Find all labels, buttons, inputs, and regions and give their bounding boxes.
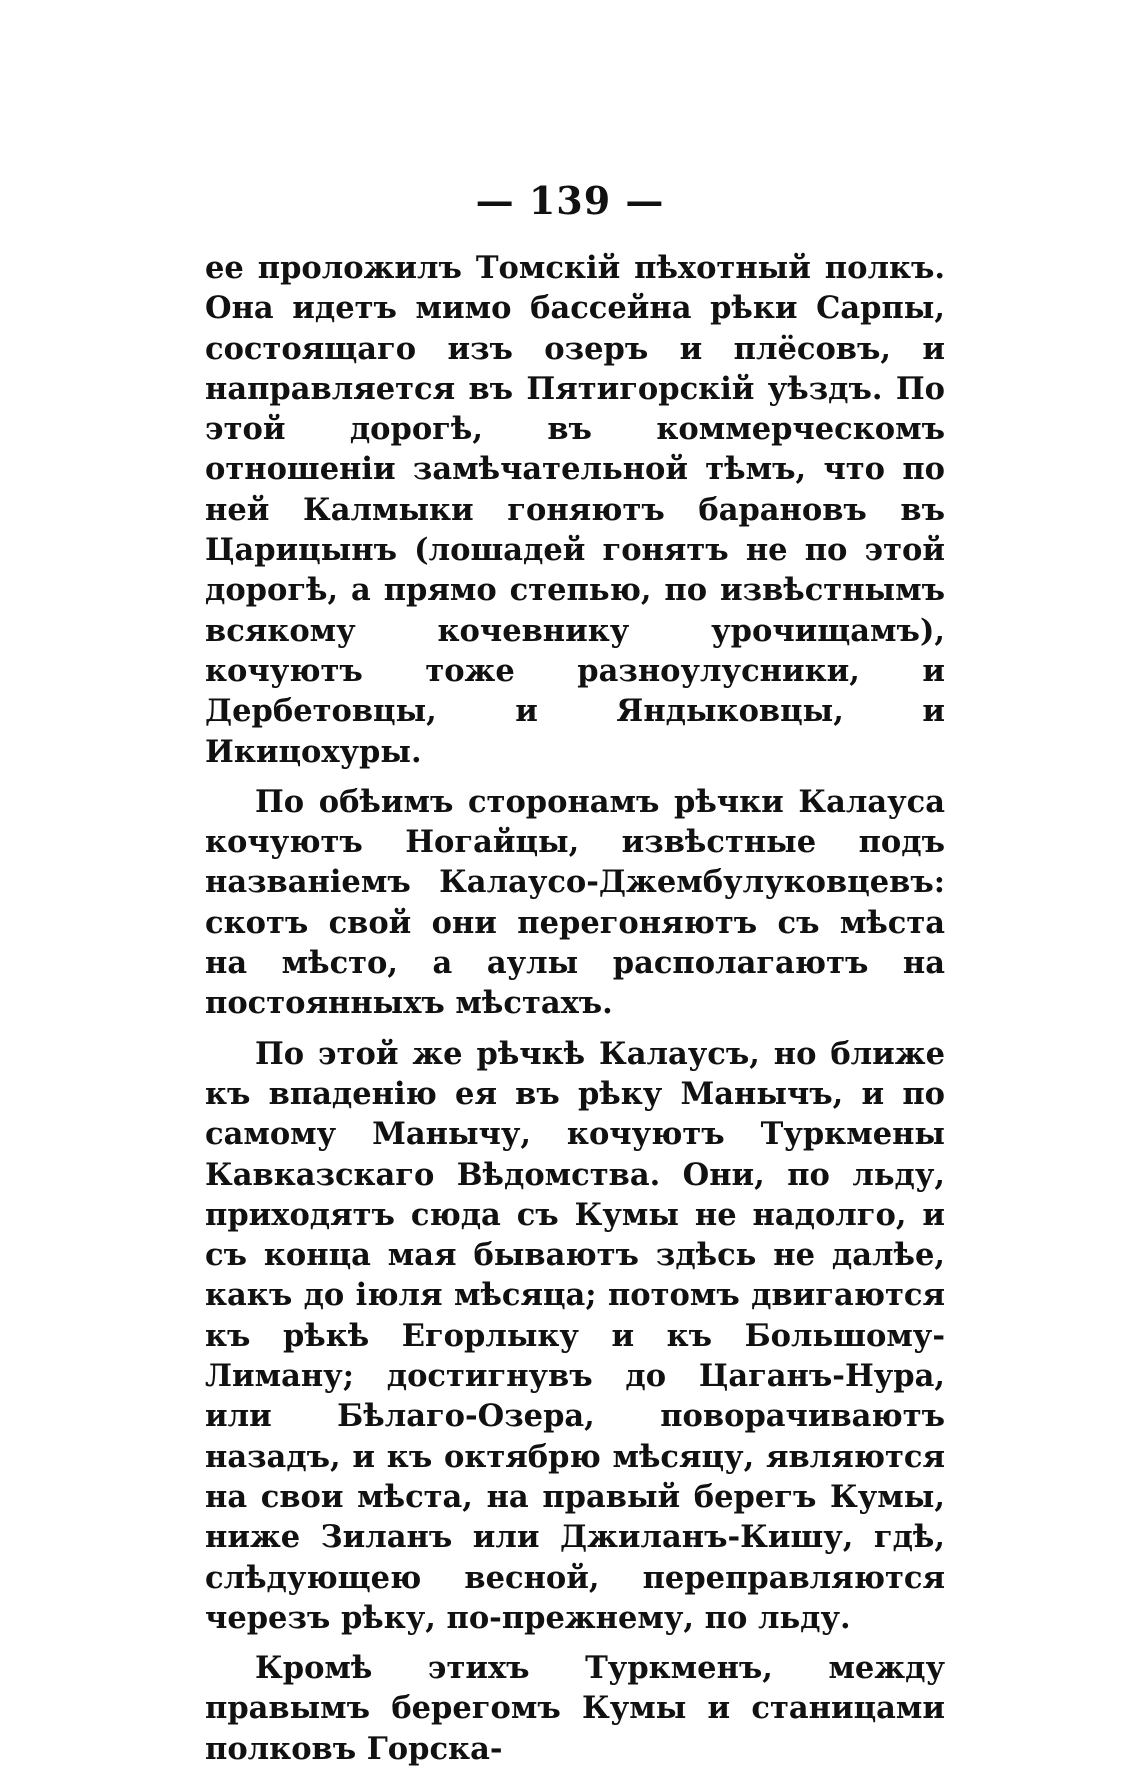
paragraph-1: ее проложилъ Томскій пѣхотный полкъ. Она идетъ мимо бассейна рѣки Сарпы, состоящаго изъ озеръ и плёсовъ, и направляется въ Пятигорскій уѣздъ. По этой дорогѣ, въ коммерческомъ отношеніи замѣчательной тѣмъ, что по ней Калмыки гоняютъ барановъ въ Царицынъ (лошадей гонятъ не по этой дорогѣ, а прямо степью, по извѣстнымъ всякому кочевнику урочищамъ), кочуютъ тоже разноулусники, и Дербетовцы, и Яндыковцы, и Икицохуры. (205, 250, 945, 770)
page-number: — 139 — (475, 178, 665, 223)
paragraph-2: По обѣимъ сторонамъ рѣчки Калауса кочуютъ Ногайцы, извѣстные подъ названіемъ Калаусо-Джембулуковцевъ: скотъ свой они перегоняютъ съ мѣста на мѣсто, а аулы располагаютъ на постоянныхъ мѣстахъ. (205, 783, 945, 1022)
body-text (205, 248, 945, 1779)
paragraph-4: Кромѣ этихъ Туркменъ, между правымъ берегомъ Кумы и станицами полковъ Горска- (205, 1650, 945, 1767)
paragraph-3: По этой же рѣчкѣ Калаусъ, но ближе къ впаденію ея въ рѣку Манычъ, и по самому Манычу, кочуютъ Туркмены Кавказскаго Вѣдомства. Они, по льду, приходятъ сюда съ Кумы не надолго, и съ конца мая бываютъ здѣсь не далѣе, какъ до іюля мѣсяца; потомъ двигаются къ рѣкѣ Егорлыку и къ Большому-Лиману; достигнувъ до Цаганъ-Нура, или Бѣлаго-Озера, поворачиваютъ назадъ, и къ октябрю мѣсяцу, являются на свои мѣста, на правый берегъ Кумы, ниже Зиланъ или Джиланъ-Кишу, гдѣ, слѣдующею весной, переправляются черезъ рѣку, по-прежнему, по льду. (205, 1035, 945, 1636)
